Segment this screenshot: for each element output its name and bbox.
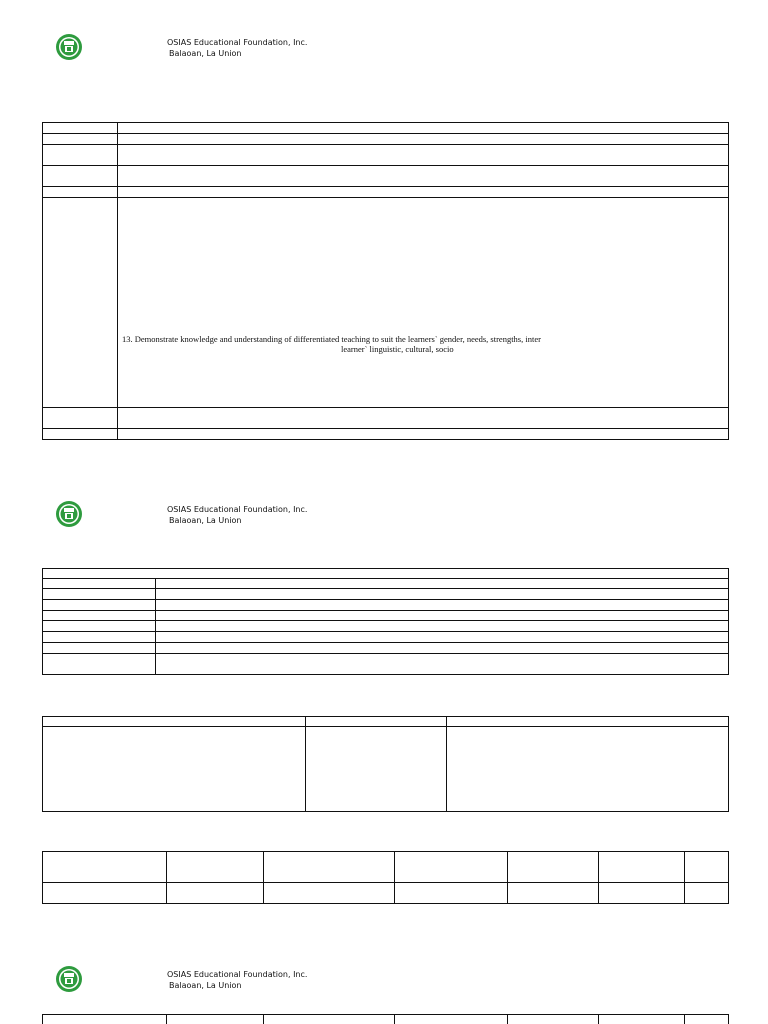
header-cell — [306, 717, 447, 727]
statement-line-1: 13. Demonstrate knowledge and understanding of differentiated teaching to suit the learners` gender, needs, strengths, inter — [122, 334, 541, 344]
school-seal-icon — [55, 33, 83, 61]
form-table-4 — [42, 851, 729, 904]
header-cell — [264, 852, 395, 883]
body-cell — [508, 883, 599, 904]
header-cell — [599, 1015, 685, 1024]
header-cell — [508, 852, 599, 883]
form-table-5 — [42, 1014, 729, 1024]
org-name: OSIAS Educational Foundation, Inc. — [167, 38, 308, 47]
label-cell — [43, 429, 118, 440]
header-cell — [599, 852, 685, 883]
body-cell — [395, 883, 508, 904]
org-name: OSIAS Educational Foundation, Inc. — [167, 970, 308, 979]
school-seal-icon — [55, 500, 83, 528]
label-cell — [43, 166, 118, 187]
value-cell — [156, 600, 729, 611]
label-cell — [43, 589, 156, 600]
label-cell — [43, 600, 156, 611]
header-cell — [43, 852, 167, 883]
body-cell — [43, 727, 306, 812]
header-cell — [685, 852, 729, 883]
body-cell — [306, 727, 447, 812]
body-cell — [447, 727, 729, 812]
label-cell — [43, 632, 156, 643]
value-cell — [156, 589, 729, 600]
header-cell — [43, 1015, 167, 1024]
label-cell — [43, 621, 156, 632]
org-address: Balaoan, La Union — [169, 49, 242, 58]
table-title-cell — [43, 569, 729, 579]
school-seal-icon — [55, 965, 83, 993]
letterhead — [0, 500, 768, 540]
label-cell — [43, 611, 156, 621]
org-address: Balaoan, La Union — [169, 981, 242, 990]
value-cell — [118, 429, 729, 440]
header-cell — [395, 1015, 508, 1024]
value-cell — [156, 632, 729, 643]
label-cell — [43, 654, 156, 675]
org-name: OSIAS Educational Foundation, Inc. — [167, 505, 308, 514]
label-cell — [43, 123, 118, 134]
form-table-2 — [42, 568, 729, 675]
label-cell — [43, 145, 118, 166]
value-cell — [118, 166, 729, 187]
header-cell — [395, 852, 508, 883]
form-table-1 — [42, 122, 729, 440]
value-cell — [156, 621, 729, 632]
header-cell — [264, 1015, 395, 1024]
value-cell — [118, 134, 729, 145]
value-cell — [118, 145, 729, 166]
statement-line-2: learner` linguistic, cultural, socio — [341, 344, 454, 354]
body-cell — [264, 883, 395, 904]
label-cell — [43, 579, 156, 589]
value-cell — [118, 123, 729, 134]
form-table-3 — [42, 716, 729, 812]
header-cell — [508, 1015, 599, 1024]
competency-cell — [118, 198, 729, 408]
label-cell — [43, 198, 118, 408]
org-address: Balaoan, La Union — [169, 516, 242, 525]
value-cell — [118, 408, 729, 429]
competency-statement — [120, 334, 726, 354]
value-cell — [156, 643, 729, 654]
header-cell — [167, 852, 264, 883]
value-cell — [118, 187, 729, 198]
body-cell — [599, 883, 685, 904]
value-cell — [156, 654, 729, 675]
value-cell — [156, 579, 729, 589]
label-cell — [43, 134, 118, 145]
label-cell — [43, 643, 156, 654]
header-cell — [685, 1015, 729, 1024]
letterhead — [0, 965, 768, 1005]
label-cell — [43, 187, 118, 198]
body-cell — [685, 883, 729, 904]
letterhead — [0, 33, 768, 73]
header-cell — [43, 717, 306, 727]
header-cell — [447, 717, 729, 727]
body-cell — [43, 883, 167, 904]
body-cell — [167, 883, 264, 904]
label-cell — [43, 408, 118, 429]
value-cell — [156, 611, 729, 621]
header-cell — [167, 1015, 264, 1024]
